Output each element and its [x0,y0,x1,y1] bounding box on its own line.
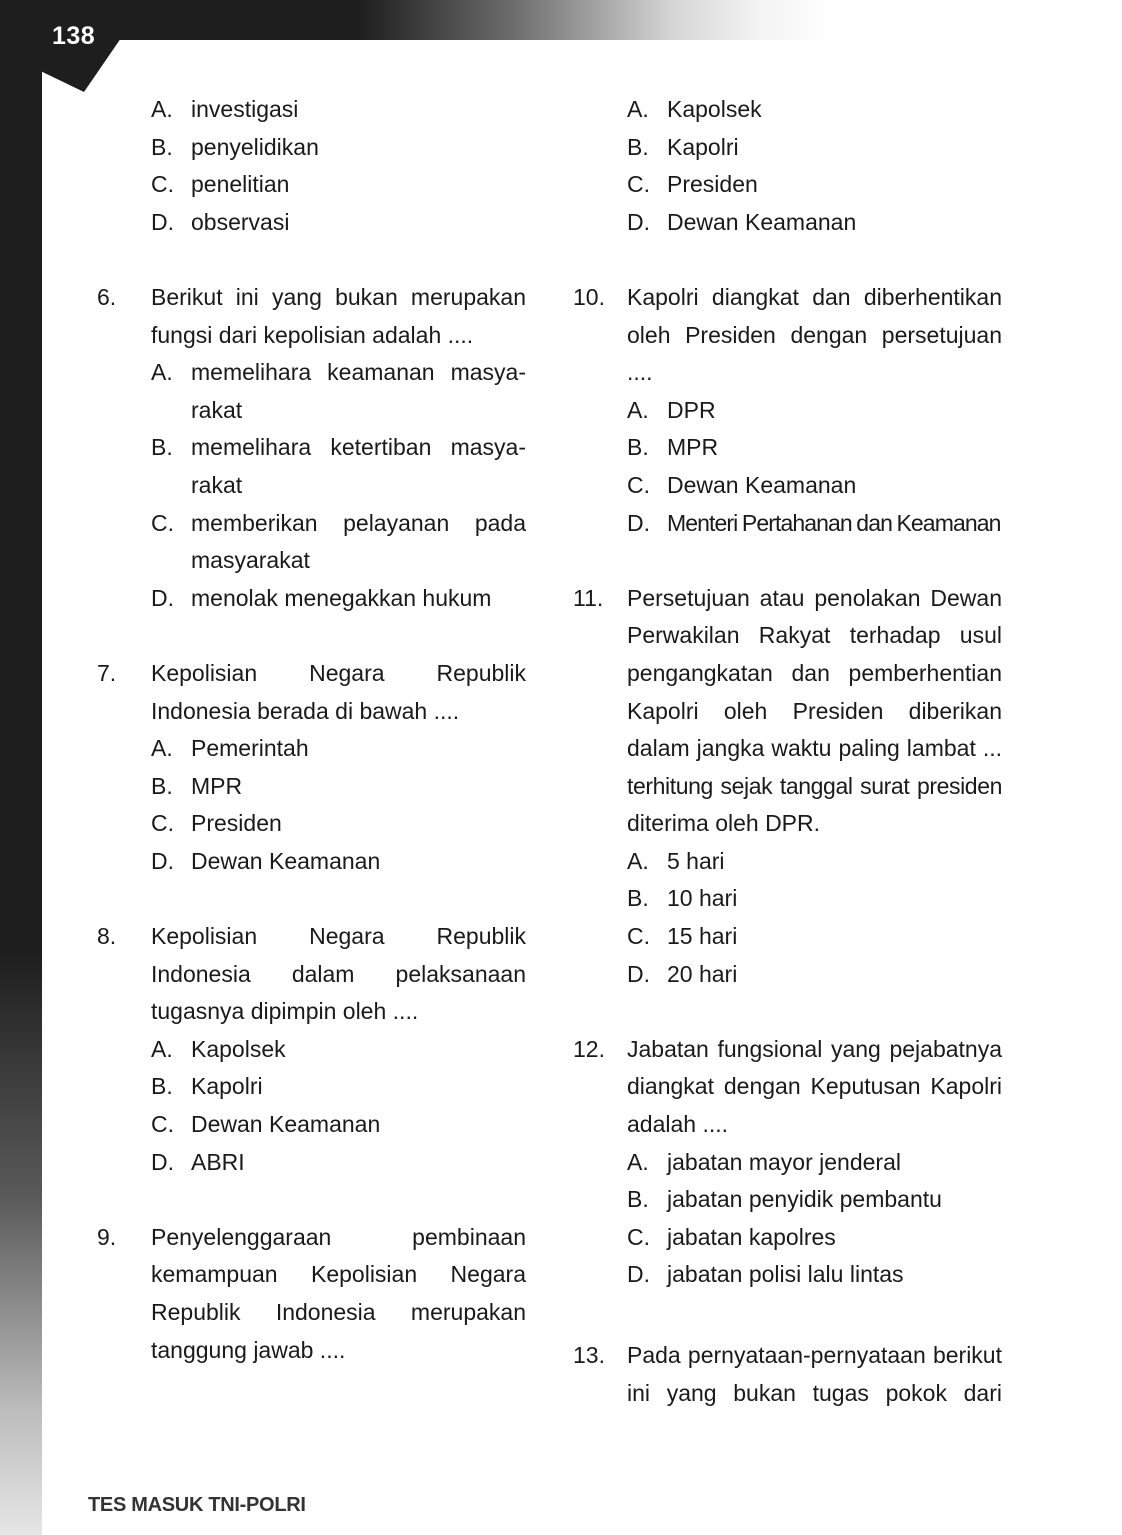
question-number: 12. [573,1035,605,1062]
question-stem-line: oleh Presiden dengan persetujuan .... [627,321,1002,386]
option [151,580,526,618]
option-text: MPR [667,434,719,461]
question-stem-line: terhitung sejak tanggal surat presiden [627,772,1002,799]
question-7-options [151,730,526,880]
option-letter: B. [627,434,649,461]
option-text-line: memberikan pelayanan pada [191,509,526,536]
question-number: 7. [97,659,117,686]
option [627,392,1002,430]
option-letter: C. [627,171,650,198]
option-text: 10 hari [667,885,738,912]
option [627,204,1002,242]
question-number: 10. [573,283,605,310]
option [627,91,1002,129]
question-9-options [627,91,1002,241]
option-text: penelitian [191,171,290,198]
option [627,467,1002,505]
page-number: 138 [52,22,96,50]
option [627,1181,1002,1219]
option-letter: D. [151,847,174,874]
option [151,1144,526,1182]
question-stem-line: Republik Indonesia merupakan [151,1299,526,1325]
question-stem-line: dalam jangka waktu paling lambat ... [627,735,1002,762]
option-letter: D. [627,208,650,235]
option-text: 5 hari [667,847,725,874]
option-letter: B. [151,133,173,160]
question-stem-line: Persetujuan atau penolakan Dewan [627,584,1002,611]
question-stem-line: Kepolisian Negara Republik [151,659,526,686]
question-stem-line: Pada pernyataan-pernyataan berikut [627,1342,1002,1368]
option-letter: C. [627,471,650,498]
question-7 [97,655,547,730]
question-stem-line: Perwakilan Rakyat terhadap usul [627,622,1002,649]
question-number: 8. [97,923,117,950]
option [151,129,526,167]
option-text: Menteri Pertahanan dan Keamanan [667,509,1001,536]
option [151,1068,526,1106]
question-8-options [151,1031,526,1181]
question-10-options [627,392,1002,542]
option-letter: A. [627,396,649,423]
question-stem-line: fungsi dari kepolisian adalah .... [151,321,474,348]
option-text: jabatan kapolres [667,1223,836,1250]
option-text: penyelidikan [191,133,319,160]
option [627,166,1002,204]
question-stem-line: ini yang bukan tugas pokok dari [627,1379,1002,1406]
option-letter: D. [627,1261,650,1288]
option [627,129,1002,167]
option-letter: D. [151,208,174,235]
question-12 [573,1031,1023,1144]
option-text: jabatan penyidik pembantu [667,1186,942,1213]
question-6 [97,279,547,354]
option [151,354,526,429]
option-text: Kapolri [191,1073,263,1100]
question-stem-line: pengangkatan dan pemberhentian [627,659,1002,686]
question-12-options [627,1144,1002,1294]
option-text: Presiden [667,171,758,198]
question-stem-line: tugasnya dipimpin oleh .... [151,998,419,1025]
option [627,918,1002,956]
option [151,91,526,129]
left-column [97,91,547,1369]
option-text: 20 hari [667,960,738,987]
option-text: Presiden [191,810,282,837]
question-number: 9. [97,1223,117,1250]
left-decor-bar [0,0,42,1535]
option-letter: D. [151,1148,174,1175]
option-letter: A. [627,847,649,874]
option-letter: B. [627,1186,649,1213]
option-letter: C. [151,509,174,536]
question-10 [573,279,1023,392]
option-text: jabatan polisi lalu lintas [667,1261,904,1288]
question-number: 13. [573,1342,605,1368]
option-text: DPR [667,396,716,423]
option-letter: A. [151,96,173,122]
option-letter: D. [627,509,650,536]
option-text: Kapolri [667,133,739,160]
option [151,843,526,881]
option-letter: B. [151,1073,173,1100]
question-number: 11. [573,584,604,611]
question-stem-line: adalah .... [627,1111,729,1138]
option-text: Kapolsek [191,1035,286,1062]
option-text: Pemerintah [191,735,309,762]
option-letter: A. [627,96,649,122]
option-text: ABRI [191,1148,245,1175]
question-11-options [627,843,1002,993]
option-letter: A. [151,735,173,762]
footer-book-title: TES MASUK TNI-POLRI [88,1494,306,1516]
option-letter: A. [151,359,173,386]
option-letter: C. [627,1223,650,1250]
question-stem-line: Kepolisian Negara Republik [151,923,526,950]
option-letter: A. [151,1035,173,1062]
question-stem-line: Jabatan fungsional yang pejabatnya [627,1035,1002,1062]
question-stem-line: Kapolri oleh Presiden diberikan [627,697,1002,724]
option-letter: B. [151,772,173,799]
option [151,1031,526,1069]
option-text-line: memelihara ketertiban masya- [191,434,526,461]
option-text: MPR [191,772,243,799]
question-stem-line: tanggung jawab .... [151,1336,346,1363]
option-letter: A. [627,1148,649,1175]
option [627,1144,1002,1182]
option-text: jabatan mayor jenderal [667,1148,901,1175]
option [627,880,1002,918]
option-text-line: memelihara keamanan masya- [191,359,526,386]
question-8 [97,918,547,1031]
option [151,505,526,580]
question-5-options [151,91,526,241]
option-letter: C. [151,171,174,198]
option [151,805,526,843]
question-9 [97,1219,547,1369]
option [627,956,1002,994]
top-decor-bar [0,0,1122,40]
option-text: Dewan Keamanan [191,847,381,874]
option [627,429,1002,467]
question-stem-line: diterima oleh DPR. [627,810,821,837]
option-text: 15 hari [667,923,738,950]
option-text: menolak menegakkan hukum [191,584,492,611]
question-13 [573,1337,1023,1412]
option [151,429,526,504]
option [151,730,526,768]
option-text: Dewan Keamanan [667,208,857,235]
question-stem-line: Kapolri diangkat dan diberhentikan [627,283,1002,310]
option-text-line: rakat [191,396,243,423]
option-letter: D. [627,960,650,987]
option [627,843,1002,881]
option-letter: D. [151,584,174,611]
question-stem-line: kemampuan Kepolisian Negara [151,1261,526,1288]
question-stem-line: Indonesia berada di bawah .... [151,697,460,724]
option [627,1256,1002,1294]
right-column [573,91,1023,1412]
option-letter: B. [627,885,649,912]
option-text-line: rakat [191,471,243,498]
option-text: Dewan Keamanan [667,471,857,498]
option [151,166,526,204]
option [627,1219,1002,1257]
question-11 [573,580,1023,843]
option [151,768,526,806]
question-6-options [151,354,526,617]
option-text: Dewan Keamanan [191,1111,381,1138]
option-letter: B. [627,133,649,160]
option-text: observasi [191,208,290,235]
option-letter: C. [627,923,650,950]
option [151,1106,526,1144]
question-stem-line: Indonesia dalam pelaksanaan [151,960,526,987]
option-text-line: masyarakat [191,547,310,574]
option-letter: C. [151,1111,174,1138]
option-text: Kapolsek [667,96,762,122]
question-stem-line: diangkat dengan Keputusan Kapolri [627,1073,1002,1100]
option [627,505,1002,543]
question-number: 6. [97,283,117,310]
option [151,204,526,242]
option-text: investigasi [191,96,299,122]
question-stem-line: Penyelenggaraan pembinaan [151,1223,526,1250]
option-letter: C. [151,810,174,837]
option-letter: B. [151,434,173,461]
question-stem-line: Berikut ini yang bukan merupakan [151,283,526,310]
